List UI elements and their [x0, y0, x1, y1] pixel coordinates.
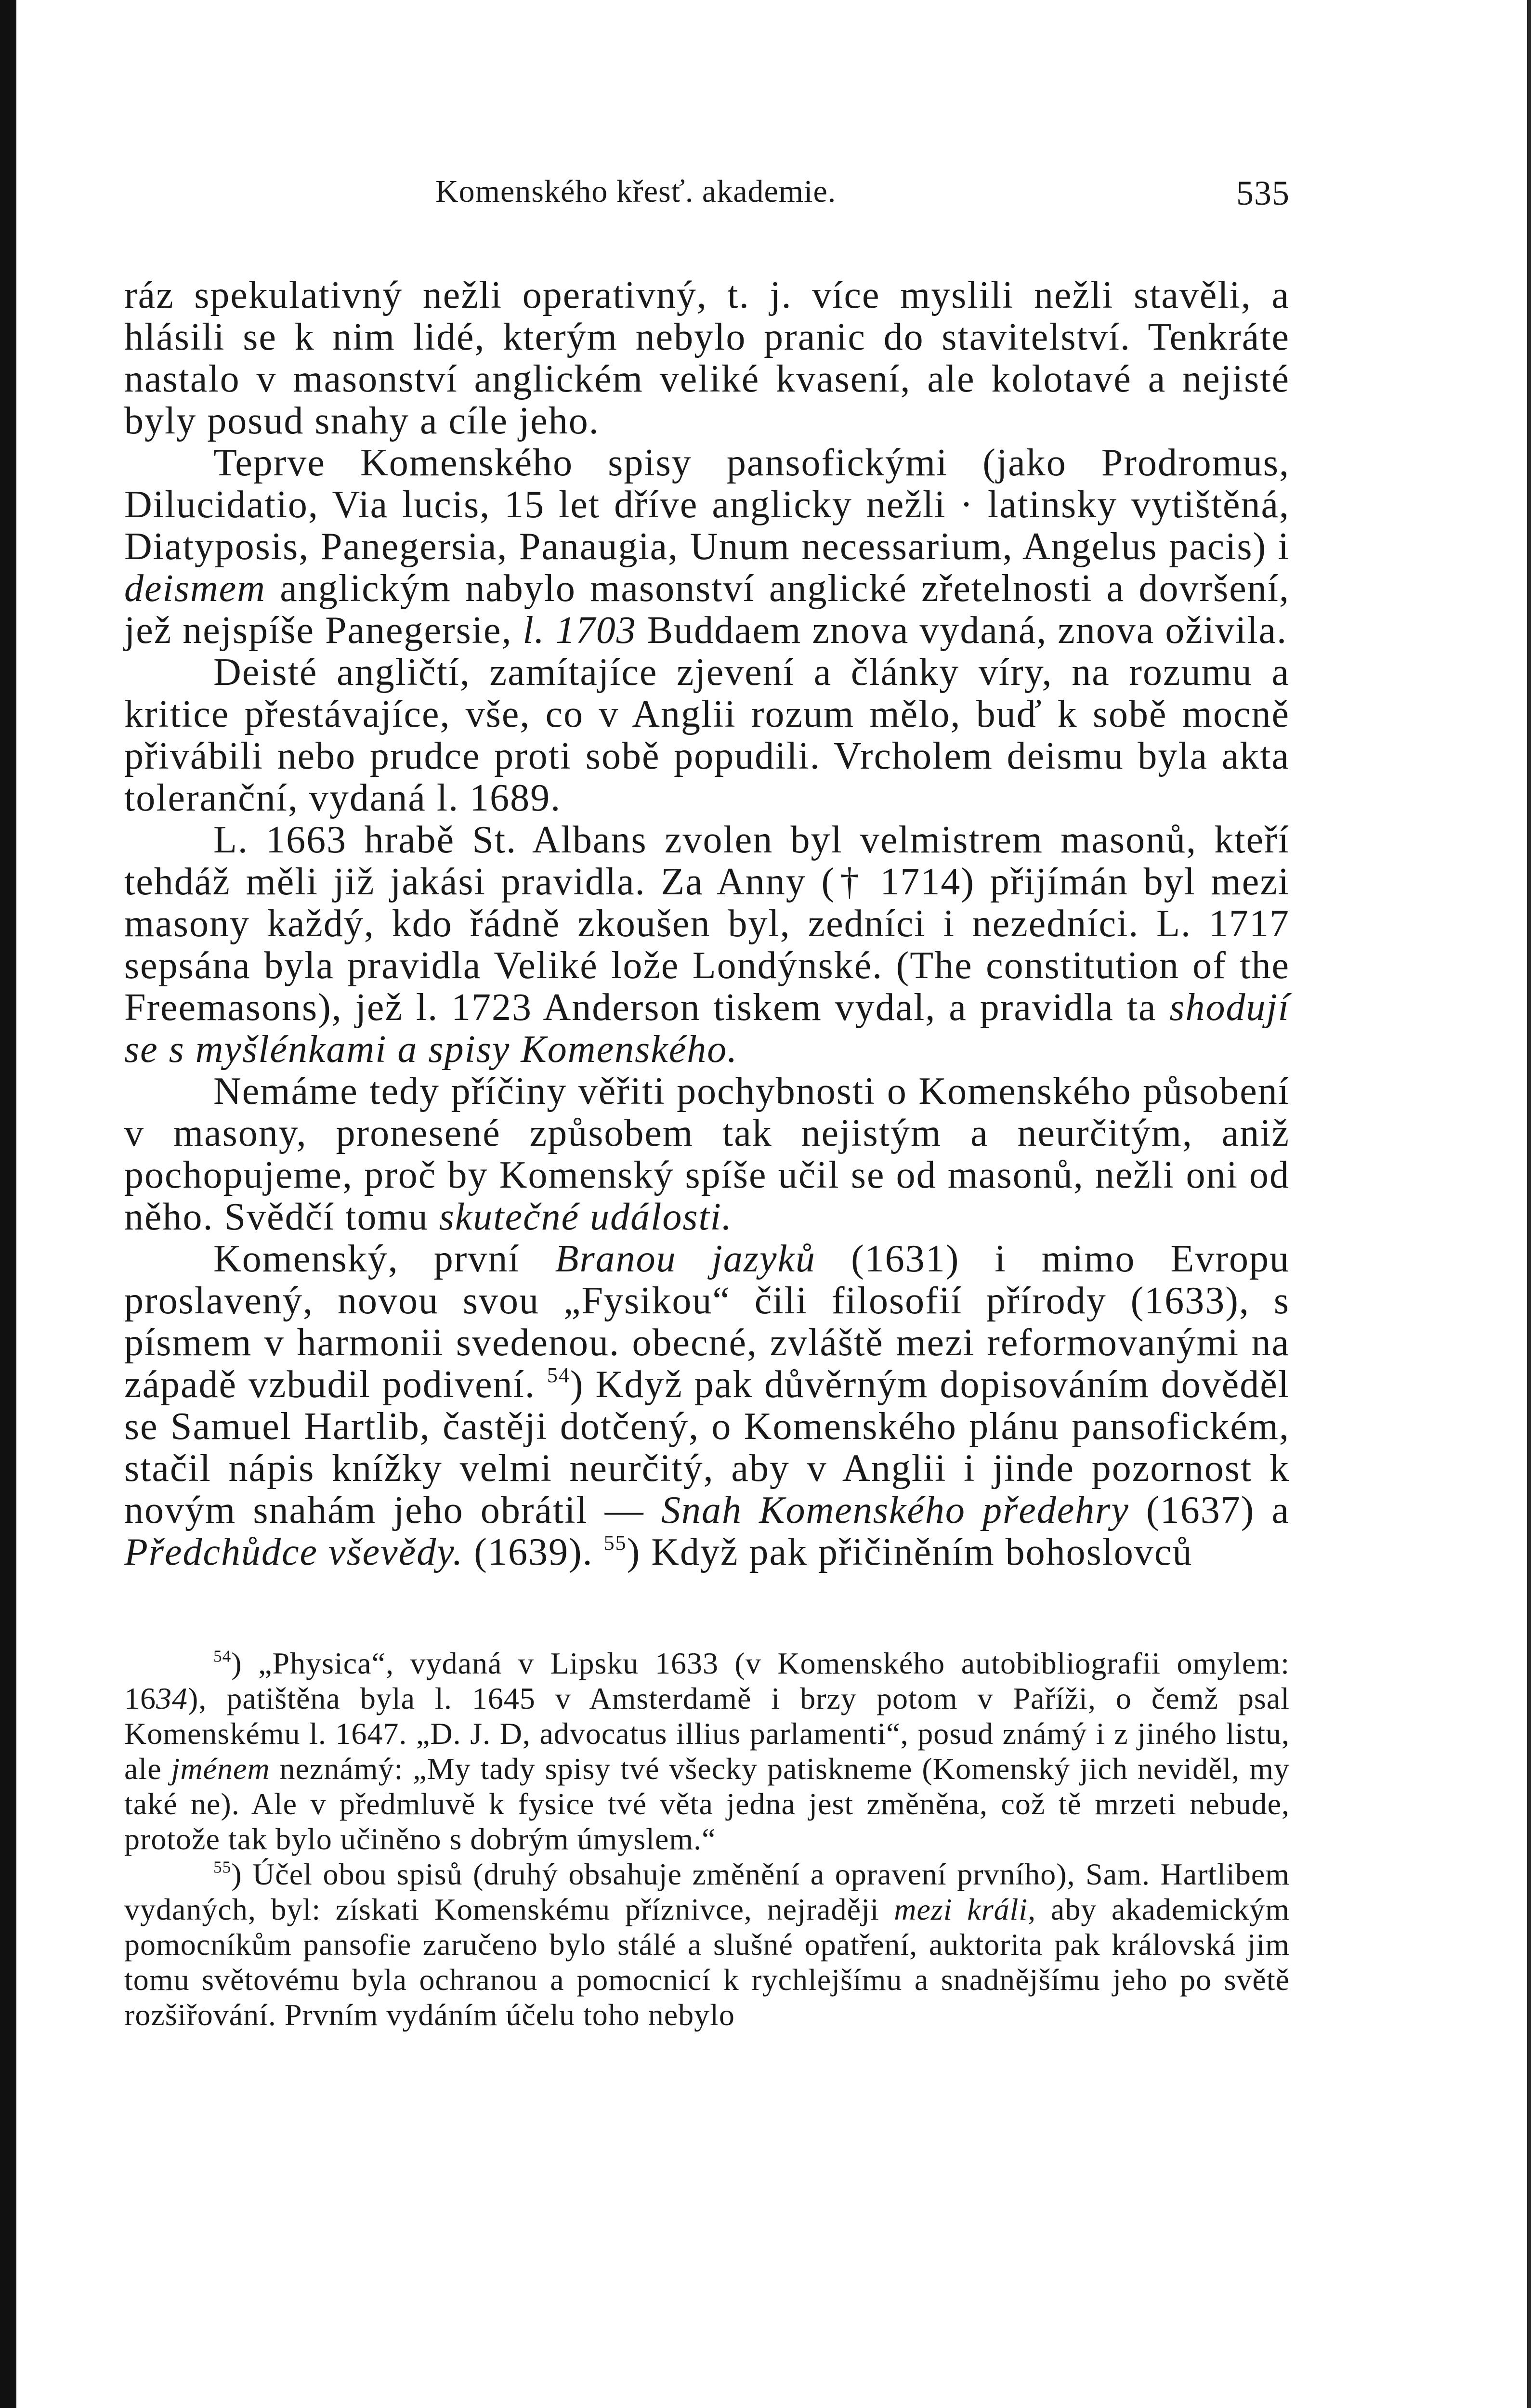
body-paragraph: [124, 652, 1290, 819]
body-text: [124, 275, 1290, 1573]
italic-span: l. 1703: [523, 609, 637, 652]
running-head: [124, 173, 1290, 226]
text-span: Deisté angličtí, zamítajíce zjevení a články víry, na rozumu a kritice přestávajíce, vše, co v Anglii rozum mělo, buď k sobě mocně přivábili nebo prudce proti sobě popudili. Vrcholem deismu byla akta toleranční, vydaná l. 1689.: [124, 651, 1290, 819]
text-span: ráz spekulativný nežli operativný, t. j. více myslili nežli stavěli, a hlásili se k nim lidé, kterým nebylo pranic do stavitelství. Tenkráte nastalo v masonství anglickém veliké kvasení, ale kolotavé a nejisté byly posud snahy a cíle jeho.: [124, 274, 1290, 442]
text-span: anglickým nabylo masonství anglické zřetelnosti a dovršení, jež nejspíše Panegersie,: [124, 567, 1290, 652]
scan-right-edge: [1527, 0, 1531, 2408]
page-number: 535: [1236, 174, 1290, 212]
footnote-ref: 55: [603, 1531, 627, 1555]
italic-span: Branou jazyků: [555, 1238, 816, 1280]
text-span: (1637) a: [1129, 1489, 1290, 1531]
footnote: [124, 1857, 1290, 2032]
italic-span: Snah Komenského předehry: [661, 1489, 1129, 1531]
italic-span: Předchůdce vševědy.: [124, 1531, 464, 1573]
footnote-ref: 55: [213, 1858, 232, 1877]
text-span: ) Účel obou spisů (druhý obsahuje změnění a opravení prvního), Sam. Hartlibem vydaných, byl: získati Komenskému příznivce, nejraději: [124, 1857, 1290, 1926]
running-title: Komenského křesť. akademie.: [435, 174, 837, 209]
text-span: Komenský, první: [213, 1238, 555, 1280]
text-span: aby akademickým pomocníkům pansofie zaručeno bylo stálé a slušné opatření, auktorita pak královská jim tomu světovému byla ochranou a pomocnicí k rychlejšímu a snadnějšímu jeho po světě rozšiřování. Prvním vydáním účelu toho nebylo: [124, 1892, 1290, 2032]
text-span: Buddaem znova vydaná, znova oživila.: [636, 609, 1288, 652]
body-paragraph: [124, 442, 1290, 652]
text-span: (1631) i mimo Evropu proslavený, novou svou „Fysikou“ čili filosofií přírody (1633), s písmem v harmonii svedenou. obecné, zvláště mezi reformovanými na západě vzbudil podivení.: [124, 1238, 1290, 1406]
italic-span: jménem: [171, 1752, 270, 1786]
body-paragraph: [124, 275, 1290, 442]
italic-span: skutečné události.: [439, 1196, 733, 1238]
text-span: (1639).: [463, 1531, 604, 1573]
scan-left-edge: [0, 0, 16, 2408]
italic-span: deismem: [124, 567, 266, 610]
text-span: ) „Physica“, vydaná v Lipsku 1633 (v Komenského autobibliografii omylem: 16: [124, 1646, 1290, 1715]
text-span: Nemáme tedy příčiny věřiti pochybnosti o Komenského působení v masony, pronesené způsobem tak nejistým a neurčitým, aniž pochopujeme, proč by Komenský spíše učil se od masonů, nežli oni od něho. Svědčí tomu: [124, 1070, 1290, 1238]
footnote-ref: 54: [213, 1647, 232, 1666]
book-page: [124, 173, 1290, 2032]
text-span: ), patištěna byla l. 1645 v Amsterdamě i brzy potom v Paříži, o čemž psal Komenskému l. 1647. „D. J. D, advocatus illius parlamenti“, posud známý i z jiného listu, ale: [124, 1681, 1290, 1786]
footnote-ref: 54: [547, 1363, 570, 1387]
body-paragraph: [124, 819, 1290, 1071]
body-paragraph: [124, 1238, 1290, 1573]
text-span: neznámý: „My tady spisy tvé všecky patiskneme (Komenský jich neviděl, my také ne). Ale v předmluvě k fysice tvé věta jedna jest změněna, což tě mrzeti nebude, protože tak bylo učiněno s dobrým úmyslem.“: [124, 1752, 1290, 1856]
text-span: ) Když pak přičiněním bohoslovců: [627, 1531, 1193, 1573]
text-span: Teprve Komenského spisy pansofickými (jako Prodromus, Dilucidatio, Via lucis, 15 let dříve anglicky nežli · latinsky vytištěná, Diatyposis, Panegersia, Panaugia, Unum necessarium, Angelus pacis) i: [124, 442, 1290, 568]
footnotes: [124, 1646, 1290, 2032]
text-span: ) Když pak důvěrným dopisováním dověděl se Samuel Hartlib, častěji dotčený, o Komenského plánu pansofickém, stačil nápis knížky velmi neurčitý, aby v Anglii i jinde pozornost k novým snahám jeho obrátil —: [124, 1363, 1290, 1531]
italic-span: shodují se s myšlénkami a spisy Komenského.: [124, 986, 1290, 1071]
text-span: L. 1663 hrabě St. Albans zvolen byl velmistrem masonů, kteří tehdáž měli již jakási pravidla. Za Anny († 1714) přijímán byl mezi masony každý, kdo řádně zkoušen byl, zedníci i nezedníci. L. 1717 sepsána byla pravidla Veliké lože Londýnské. (The constitution of the Freemasons), jež l. 1723 Anderson tiskem vydal, a pravidla ta: [124, 819, 1290, 1029]
footnote: [124, 1646, 1290, 1857]
italic-span: 34: [156, 1681, 188, 1715]
body-paragraph: [124, 1071, 1290, 1238]
italic-span: mezi králi,: [894, 1892, 1036, 1926]
